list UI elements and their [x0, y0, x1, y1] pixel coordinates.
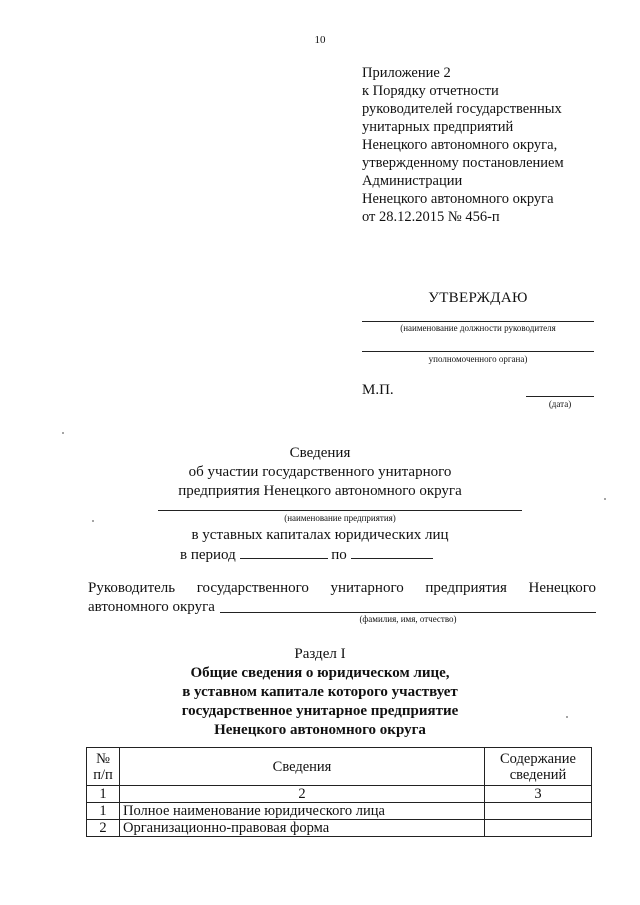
position-caption: (наименование должности руководителя — [400, 323, 556, 333]
appendix-line: Администрации — [362, 173, 463, 189]
period-label: в период — [180, 547, 236, 563]
appendix-line: к Порядку отчетности — [362, 83, 499, 99]
section-heading-line: государственное унитарное предприятие — [181, 703, 459, 719]
appendix-line: утвержденному постановлением — [362, 155, 564, 171]
appendix-line: унитарных предприятий — [362, 119, 514, 135]
heading-title: Сведения — [289, 445, 351, 461]
table-row — [87, 820, 592, 837]
date-caption: (дата) — [548, 399, 572, 409]
period-start-field[interactable] — [240, 545, 328, 559]
appendix-line: Ненецкого автономного округа, — [362, 137, 558, 153]
scan-speck — [92, 520, 94, 522]
row-info: Полное наименование юридического лица — [120, 803, 485, 820]
info-table — [86, 747, 592, 837]
position-signature-line[interactable] — [362, 321, 594, 322]
head-word: предприятия — [425, 580, 507, 596]
head-word: Руководитель — [88, 580, 176, 596]
head-line-2: автономного округа — [88, 599, 215, 615]
table-header-row — [87, 748, 592, 786]
head-name-line[interactable] — [220, 612, 596, 613]
stamp-label: М.П. — [362, 382, 394, 398]
scan-speck — [604, 498, 606, 500]
header-content-line: сведений — [509, 766, 567, 783]
table-numbering-row — [87, 786, 592, 803]
head-word: государственного — [196, 580, 309, 596]
head-line — [88, 580, 596, 597]
appendix-line: Ненецкого автономного округа — [362, 191, 554, 207]
heading-line: об участии государственного унитарного — [188, 464, 452, 480]
approval-title: УТВЕРЖДАЮ — [428, 290, 528, 306]
section-title: Раздел I — [294, 646, 346, 662]
header-num — [87, 748, 120, 786]
header-info: Сведения — [120, 748, 485, 786]
head-name-caption: (фамилия, имя, отчество) — [359, 614, 457, 624]
table-row — [87, 803, 592, 820]
header-num-line: № — [96, 750, 110, 767]
heading-line: в уставных капиталах юридических лиц — [191, 527, 449, 543]
period-to-label: по — [331, 547, 347, 563]
numbering-cell: 3 — [485, 786, 592, 803]
row-content[interactable] — [485, 803, 592, 820]
heading-line: предприятия Ненецкого автономного округа — [178, 483, 462, 499]
scan-speck — [62, 432, 64, 434]
body-caption: уполномоченного органа) — [428, 354, 528, 364]
appendix-line: руководителей государственных — [362, 101, 562, 117]
header-content-line: Содержание — [500, 750, 576, 767]
section-heading-line: Ненецкого автономного округа — [214, 722, 426, 738]
numbering-cell: 2 — [120, 786, 485, 803]
section-heading-line: в уставном капитале которого участвует — [182, 684, 458, 700]
head-word: унитарного — [330, 580, 404, 596]
enterprise-name-line[interactable] — [158, 510, 522, 511]
numbering-cell: 1 — [87, 786, 120, 803]
header-content — [485, 748, 592, 786]
head-word: Ненецкого — [528, 580, 596, 596]
row-num: 1 — [87, 803, 120, 820]
period-end-field[interactable] — [351, 545, 433, 559]
row-content[interactable] — [485, 820, 592, 837]
enterprise-caption: (наименование предприятия) — [284, 513, 396, 523]
section-heading-line: Общие сведения о юридическом лице, — [190, 665, 450, 681]
header-num-line: п/п — [93, 766, 113, 783]
scan-speck — [566, 716, 568, 718]
period-row — [180, 545, 480, 564]
page-number: 10 — [314, 34, 326, 46]
row-num: 2 — [87, 820, 120, 837]
appendix-line: Приложение 2 — [362, 65, 451, 81]
appendix-block — [362, 64, 564, 226]
body-signature-line[interactable] — [362, 351, 594, 352]
row-info: Организационно-правовая форма — [120, 820, 485, 837]
date-line[interactable] — [526, 396, 594, 397]
appendix-line: от 28.12.2015 № 456-п — [362, 209, 500, 225]
